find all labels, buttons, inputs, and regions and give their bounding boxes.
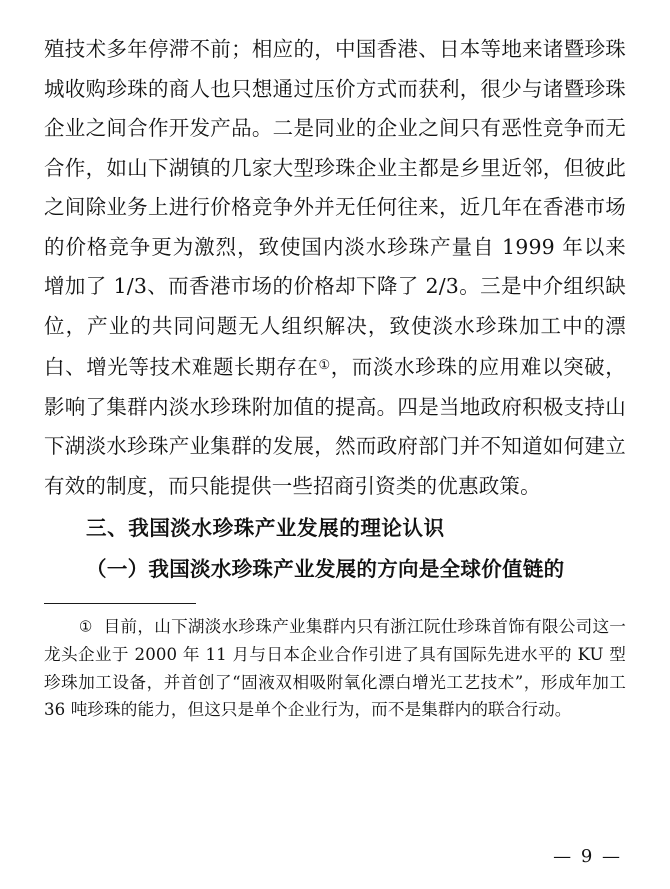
paragraph-continued: [44, 30, 626, 506]
section-heading: 三、我国淡水珍珠产业发展的理论认识: [86, 516, 445, 540]
footnote-divider: [44, 603, 196, 604]
footnote-reference-icon[interactable]: ①: [318, 358, 331, 373]
page-number: — 9 —: [553, 846, 622, 867]
paragraph-continued-text: 殖技术多年停滞不前；相应的，中国香港、日本等地来诸暨珍珠城收购珍珠的商人也只想通过压价方式而获利，很少与诸暨珍珠企业之间合作开发产品。二是同业的企业之间只有恶性竞争而无合作，如山下湖镇的几家大型珍珠企业主都是乡里近邻，但彼此之间除业务上进行价格竞争外并无任何往来，近几年在香港市场的价格竞争更为激烈，致使国内淡水珍珠产量自 1999 年以来增加了 1/3、而香港市场的价格却下降了 2/3。三是中介组织缺位，产业的共同问题无人组织解决，致使淡水珍珠加工中的漂白、增光等技术难题长期存在: [44, 37, 626, 379]
body-text-block: [44, 30, 626, 506]
footnote-marker: ①: [78, 617, 93, 636]
paragraph-continued-text-after: ，而淡水珍珠的应用难以突破，影响了集群内淡水珍珠附加值的提高。四是当地政府积极支持山下湖淡水珍珠产业集群的发展，然而政府部门并不知道如何建立有效的制度，而只能提供一些招商引资类的优惠政策。: [44, 355, 626, 498]
subsection-heading: （一）我国淡水珍珠产业发展的方向是全球价值链的: [86, 557, 565, 581]
footnote-body: 目前，山下湖淡水珍珠产业集群内只有浙江阮仕珍珠首饰有限公司这一龙头企业于 2000 年 11 月与日本企业合作引进了具有国际先进水平的 KU 型珍珠加工设备，并首创了“固液双相吸附氧化漂白增光工艺技术”，形成年加工 36 吨珍珠的能力，但这只是单个企业行为，而不是集群内的联合行动。: [44, 617, 626, 719]
footnote-text: [44, 613, 626, 724]
